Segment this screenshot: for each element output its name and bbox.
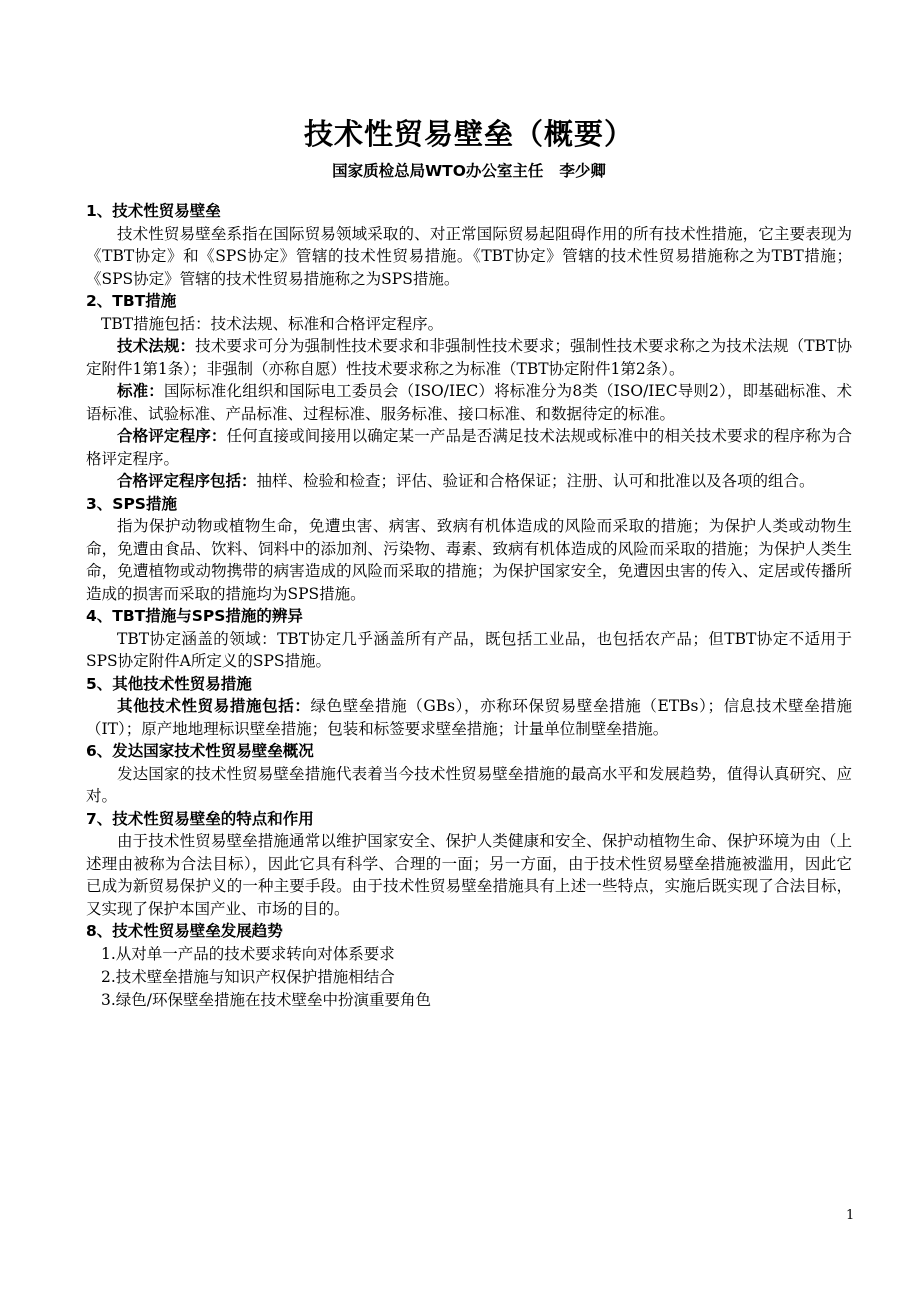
- paragraph-term: 技术法规：: [117, 337, 196, 355]
- paragraph-term: 标准：: [117, 382, 164, 400]
- paragraph: 技术性贸易壁垒系指在国际贸易领域采取的、对正常国际贸易起阻碍作用的所有技术性措施，它主要表现为《TBT协定》和《SPS协定》管辖的技术性贸易措施。《TBT协定》管辖的技术性贸易措施称之为TBT措施；《SPS协定》管辖的技术性贸易措施称之为SPS措施。: [86, 224, 852, 288]
- section-5: [86, 673, 852, 741]
- paragraph-term: 其他技术性贸易措施包括：: [117, 697, 311, 715]
- list-item: 2.技术壁垒措施与知识产权保护措施相结合: [101, 967, 395, 986]
- paragraph: [86, 470, 852, 493]
- section-heading: 2、TBT措施: [86, 292, 177, 310]
- paragraph-text: 抽样、检验和检查；评估、验证和合格保证；注册、认可和批准以及各项的组合。: [256, 472, 815, 490]
- paragraph: 发达国家的技术性贸易壁垒措施代表着当今技术性贸易壁垒措施的最高水平和发展趋势，值得认真研究、应对。: [86, 764, 852, 805]
- section-6: [86, 740, 852, 808]
- paragraph-text: 绿色壁垒措施（GBs），亦称环保贸易壁垒措施（ETBs）；信息技术壁垒措施（IT）；原产地地理标识壁垒措施；包装和标签要求壁垒措施；计量单位制壁垒措施。: [86, 697, 852, 738]
- section-heading: 3、SPS措施: [86, 494, 177, 513]
- paragraph: [86, 380, 852, 425]
- paragraph: [86, 335, 852, 380]
- document-title: 技术性贸易壁垒（概要）: [303, 117, 634, 151]
- author-role: 国家质检总局WTO办公室主任: [332, 162, 544, 180]
- list-item: 1.从对单一产品的技术要求转向对体系要求: [101, 944, 395, 963]
- paragraph-text: 技术要求可分为强制性技术要求和非强制性技术要求；强制性技术要求称之为技术法规（TBT协定附件1第1条）；非强制（亦称自愿）性技术要求称之为标准（TBT协定附件1第2条）。: [86, 337, 852, 378]
- paragraph-text: 国际标准化组织和国际电工委员会（ISO/IEC）将标准分为8类（ISO/IEC导则2），即基础标准、术语标准、试验标准、产品标准、过程标准、服务标准、接口标准、和数据待定的标准。: [86, 382, 852, 423]
- section-3: [86, 493, 852, 606]
- paragraph: 由于技术性贸易壁垒措施通常以维护国家安全、保护人类健康和安全、保护动植物生命、保护环境为由（上述理由被称为合法目标），因此它具有科学、合理的一面；另一方面，由于技术性贸易壁垒措施被滥用，因此它已成为新贸易保护义的一种主要手段。由于技术性贸易壁垒措施具有上述一些特点，实施后既实现了合法目标，又实现了保护本国产业、市场的目的。: [86, 832, 852, 918]
- section-heading: 8、技术性贸易壁垒发展趋势: [86, 922, 283, 940]
- page-number: 1: [846, 1208, 855, 1223]
- section-heading: 1、技术性贸易壁垒: [86, 202, 221, 220]
- section-7: [86, 808, 852, 921]
- paragraph: TBT措施包括：技术法规、标准和合格评定程序。: [101, 314, 444, 333]
- paragraph: 指为保护动物或植物生命，免遭虫害、病害、致病有机体造成的风险而采取的措施；为保护人类或动物生命，免遭由食品、饮料、饲料中的添加剂、污染物、毒素、致病有机体造成的风险而采取的措施；为保护人类生命，免遭植物或动物携带的病害造成的风险而采取的措施；为保护国家安全，免遭因虫害的传入、定居或传播所造成的损害而采取的措施均为SPS措施。: [86, 517, 852, 603]
- document-page: [86, 112, 852, 1012]
- document-author-line: [86, 158, 852, 184]
- paragraph: [86, 695, 852, 740]
- section-heading: 6、发达国家技术性贸易壁垒概况: [86, 742, 314, 760]
- paragraph-term: 合格评定程序：: [117, 427, 227, 445]
- section-heading: 5、其他技术性贸易措施: [86, 674, 252, 693]
- section-4: [86, 605, 852, 673]
- section-heading: 4、TBT措施与SPS措施的辨异: [86, 607, 303, 625]
- section-2: [86, 290, 852, 493]
- list-item: 3.绿色/环保壁垒措施在技术壁垒中扮演重要角色: [101, 990, 432, 1009]
- author-name: 李少卿: [559, 162, 606, 180]
- paragraph: [86, 425, 852, 470]
- section-heading: 7、技术性贸易壁垒的特点和作用: [86, 809, 314, 828]
- paragraph: TBT协定涵盖的领域：TBT协定几乎涵盖所有产品，既包括工业品，也包括农产品；但TBT协定不适用于SPS协定附件A所定义的SPS措施。: [86, 629, 852, 670]
- section-1: [86, 200, 852, 290]
- section-8: [86, 920, 852, 1012]
- paragraph-text: 任何直接或间接用以确定某一产品是否满足技术法规或标准中的相关技术要求的程序称为合格评定程序。: [86, 427, 852, 468]
- paragraph-term: 合格评定程序包括：: [117, 472, 257, 490]
